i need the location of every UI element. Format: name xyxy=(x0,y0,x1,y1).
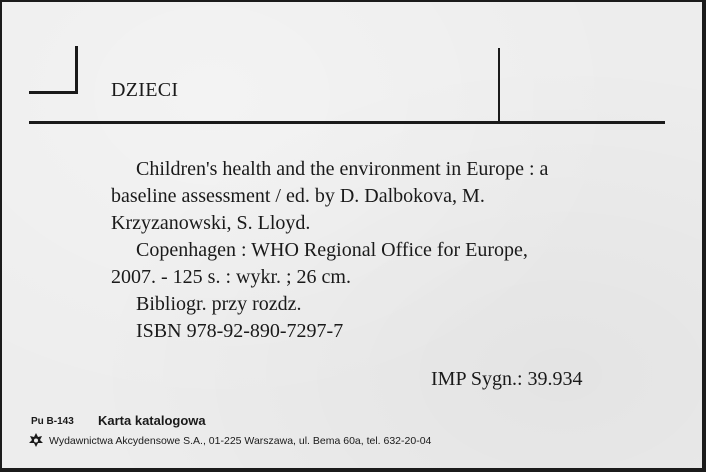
horizontal-rule xyxy=(29,121,665,124)
corner-mark-vertical xyxy=(75,46,78,94)
form-title: Karta katalogowa xyxy=(98,413,206,428)
title-line-2: baseline assessment / ed. by D. Dalbokova, M. xyxy=(111,185,485,207)
imprint-line-2: 2007. - 125 s. : wykr. ; 26 cm. xyxy=(111,266,351,288)
bibliographic-entry xyxy=(111,156,631,345)
subject-heading: DZIECI xyxy=(111,79,179,101)
publisher-imprint: Wydawnictwa Akcydensowe S.A., 01-225 Warszawa, ul. Bema 60a, tel. 632-20-04 xyxy=(49,435,432,447)
imprint-line-1: Copenhagen : WHO Regional Office for Europe, xyxy=(136,239,528,261)
catalog-card xyxy=(2,2,702,468)
call-number: IMP Sygn.: 39.934 xyxy=(431,368,583,390)
publisher-logo-icon xyxy=(28,432,44,448)
notes-line: Bibliogr. przy rozdz. xyxy=(136,293,302,315)
form-code: Pu B-143 xyxy=(31,416,74,427)
vertical-rule xyxy=(498,48,500,123)
title-line-3: Krzyzanowski, S. Lloyd. xyxy=(111,212,311,234)
isbn-line: ISBN 978-92-890-7297-7 xyxy=(136,320,344,342)
title-line-1: Children's health and the environment in Europe : a xyxy=(136,158,549,180)
corner-mark-horizontal xyxy=(29,91,78,94)
